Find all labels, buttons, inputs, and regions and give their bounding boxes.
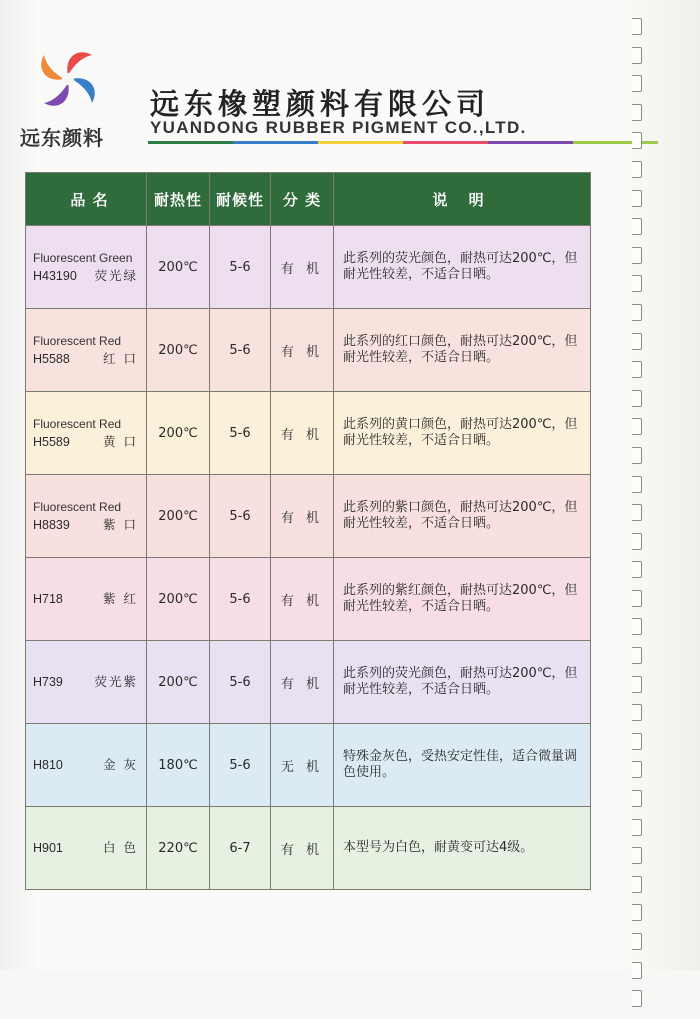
company-logo-icon — [28, 44, 108, 114]
stripe-segment — [233, 141, 318, 144]
table-row — [26, 807, 591, 890]
binding-hole — [632, 904, 642, 921]
weather-cell: 5-6 — [210, 558, 271, 641]
weather-cell: 5-6 — [210, 724, 271, 807]
header-class: 分 类 — [271, 173, 334, 226]
company-name-cn: 远东橡塑颜料有限公司 — [150, 87, 491, 121]
binding-hole — [632, 104, 642, 121]
binding-hole — [632, 618, 642, 635]
binding-hole — [632, 790, 642, 807]
binding-hole — [632, 304, 642, 321]
binding-hole — [632, 190, 642, 207]
class-cell: 有 机 — [271, 309, 334, 392]
name-cn: 荧光绿 — [94, 267, 138, 283]
desc-cell: 此系列的荧光颜色，耐热可达200℃，但耐光性较差，不适合日晒。 — [334, 226, 591, 309]
weather-cell: 5-6 — [210, 309, 271, 392]
binding-hole — [632, 590, 642, 607]
product-code: H739 — [33, 675, 63, 689]
product-code: H810 — [33, 758, 63, 772]
binding-hole — [632, 533, 642, 550]
heat-cell: 180℃ — [147, 724, 210, 807]
binding-hole — [632, 704, 642, 721]
class-cell: 无 机 — [271, 724, 334, 807]
product-code: H718 — [33, 592, 63, 606]
name-cell — [26, 475, 147, 558]
binding-hole — [632, 361, 642, 378]
binding-hole — [632, 933, 642, 950]
binding-hole — [632, 676, 642, 693]
product-code: H901 — [33, 841, 63, 855]
pigment-table — [25, 172, 591, 890]
binding-hole — [632, 761, 642, 778]
binding-hole — [632, 847, 642, 864]
name-cn: 紫 口 — [103, 516, 138, 532]
table-row — [26, 392, 591, 475]
name-cn: 白 色 — [103, 840, 138, 855]
name-en: Fluorescent Green — [33, 250, 133, 265]
desc-cell: 此系列的荧光颜色，耐热可达200℃，但耐光性较差，不适合日晒。 — [334, 641, 591, 724]
binding-hole — [632, 218, 642, 235]
binding-hole — [632, 819, 642, 836]
binding-hole — [632, 647, 642, 664]
name-cn: 红 口 — [103, 350, 138, 366]
name-cn: 黄 口 — [103, 433, 138, 449]
desc-cell: 此系列的紫红颜色，耐热可达200℃，但耐光性较差，不适合日晒。 — [334, 558, 591, 641]
class-cell: 有 机 — [271, 475, 334, 558]
class-cell: 有 机 — [271, 558, 334, 641]
heat-cell: 200℃ — [147, 558, 210, 641]
binding-hole — [632, 333, 642, 350]
heat-cell: 200℃ — [147, 309, 210, 392]
weather-cell: 5-6 — [210, 475, 271, 558]
product-code: H43190 — [33, 268, 77, 283]
binding-hole — [632, 161, 642, 178]
product-code: H5588 — [33, 351, 70, 366]
heat-cell: 200℃ — [147, 392, 210, 475]
table-row — [26, 641, 591, 724]
company-name-en: YUANDONG RUBBER PIGMENT CO.,LTD. — [150, 118, 527, 137]
binding-hole — [632, 504, 642, 521]
binding-hole — [632, 275, 642, 292]
stripe-segment — [148, 141, 233, 144]
header-desc: 说 明 — [334, 173, 591, 226]
desc-cell: 特殊金灰色，受热安定性佳，适合微量调色使用。 — [334, 724, 591, 807]
desc-cell: 此系列的红口颜色，耐热可达200℃，但耐光性较差，不适合日晒。 — [334, 309, 591, 392]
binding-hole — [632, 132, 642, 149]
name-cell — [26, 558, 147, 641]
binding-hole — [632, 876, 642, 893]
heat-cell: 220℃ — [147, 807, 210, 890]
binding-hole — [632, 390, 642, 407]
name-cell — [26, 641, 147, 724]
color-stripe — [148, 141, 658, 144]
binding-hole — [632, 18, 642, 35]
table-header-row — [26, 173, 591, 226]
binding-hole — [632, 990, 642, 1007]
stripe-segment — [318, 141, 403, 144]
heat-cell: 200℃ — [147, 475, 210, 558]
name-cell — [26, 392, 147, 475]
heat-cell: 200℃ — [147, 641, 210, 724]
table-row — [26, 724, 591, 807]
class-cell: 有 机 — [271, 807, 334, 890]
binding-hole — [632, 733, 642, 750]
binding-hole — [632, 561, 642, 578]
name-cell — [26, 226, 147, 309]
weather-cell: 5-6 — [210, 641, 271, 724]
binding-holes — [632, 18, 648, 1019]
header-heat: 耐热性 — [147, 173, 210, 226]
class-cell: 有 机 — [271, 226, 334, 309]
desc-cell: 此系列的紫口颜色，耐热可达200℃，但耐光性较差，不适合日晒。 — [334, 475, 591, 558]
logo-text: 远东颜料 — [20, 126, 104, 150]
table-row — [26, 309, 591, 392]
class-cell: 有 机 — [271, 392, 334, 475]
header-name: 品 名 — [26, 173, 147, 226]
stripe-segment — [488, 141, 573, 144]
weather-cell: 5-6 — [210, 226, 271, 309]
binding-hole — [632, 75, 642, 92]
class-cell: 有 机 — [271, 641, 334, 724]
table-row — [26, 558, 591, 641]
table-row — [26, 226, 591, 309]
name-cn: 紫 红 — [103, 591, 138, 606]
product-code: H5589 — [33, 434, 70, 449]
binding-hole — [632, 47, 642, 64]
name-cell — [26, 309, 147, 392]
name-en: Fluorescent Red — [33, 499, 122, 514]
name-cell — [26, 724, 147, 807]
name-cn: 荧光紫 — [94, 674, 138, 689]
stripe-segment — [403, 141, 488, 144]
desc-cell: 本型号为白色，耐黄变可达4级。 — [334, 807, 591, 890]
weather-cell: 5-6 — [210, 392, 271, 475]
name-cell — [26, 807, 147, 890]
name-en: Fluorescent Red — [33, 333, 122, 348]
name-en: Fluorescent Red — [33, 416, 122, 431]
heat-cell: 200℃ — [147, 226, 210, 309]
desc-cell: 此系列的黄口颜色，耐热可达200℃，但耐光性较差，不适合日晒。 — [334, 392, 591, 475]
binding-hole — [632, 447, 642, 464]
name-cn: 金 灰 — [103, 757, 138, 772]
header-weather: 耐候性 — [210, 173, 271, 226]
table-row — [26, 475, 591, 558]
product-code: H8839 — [33, 517, 70, 532]
binding-hole — [632, 247, 642, 264]
binding-hole — [632, 476, 642, 493]
binding-hole — [632, 962, 642, 979]
weather-cell: 6-7 — [210, 807, 271, 890]
binding-hole — [632, 418, 642, 435]
